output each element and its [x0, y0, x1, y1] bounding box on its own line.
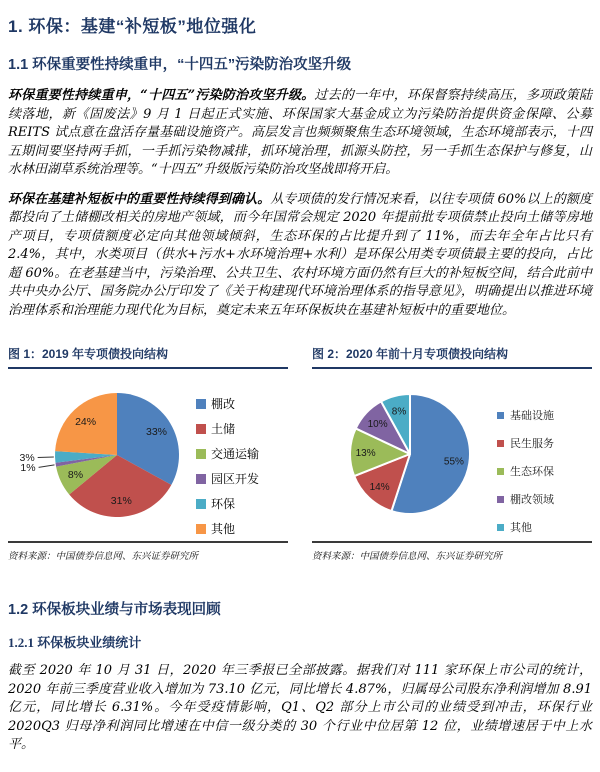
legend-item	[196, 445, 288, 462]
legend-swatch	[196, 449, 206, 459]
pie-label-leader-line	[39, 465, 55, 468]
legend-label: 其他	[510, 522, 532, 534]
legend-item	[497, 491, 592, 507]
figure-2-source: 资料来源：中国债券信息网、东兴证券研究所	[312, 551, 503, 562]
legend-item	[497, 519, 592, 535]
legend-label: 棚改领域	[510, 494, 554, 506]
pie-data-label: 14%	[369, 481, 390, 493]
legend-label: 园区开发	[211, 472, 260, 486]
legend-label: 土储	[211, 422, 236, 436]
figures-row	[8, 345, 592, 562]
pie-label-leader-line	[38, 457, 54, 458]
figure-1-source: 资料来源：中国债券信息网、东兴证券研究所	[8, 551, 199, 562]
legend-swatch	[497, 412, 504, 419]
pie-data-label: 31%	[110, 495, 132, 508]
legend-swatch	[196, 499, 206, 509]
legend-label: 民生服务	[510, 438, 554, 450]
pie-data-label: 13%	[355, 448, 376, 460]
legend-item	[196, 520, 288, 537]
pie-data-label: 8%	[391, 406, 407, 418]
pie-data-label: 3%	[19, 452, 35, 464]
legend-item	[196, 470, 288, 487]
figure-1-chart-area	[8, 369, 288, 543]
figure-2-panel	[312, 345, 592, 562]
pie-data-label: 1%	[20, 461, 36, 474]
figure-2-title: 图 2：2020 年前十月专项债投向结构	[312, 345, 592, 369]
legend-swatch	[497, 468, 504, 475]
legend-swatch	[497, 440, 504, 447]
pie-chart-2020	[312, 369, 497, 541]
section-1-2-title: 1.2 环保板块业绩与市场表现回顾	[8, 602, 221, 618]
legend-item	[196, 420, 288, 437]
legend-label: 基础设施	[510, 410, 554, 422]
legend-swatch	[497, 496, 504, 503]
pie-data-label: 55%	[443, 456, 464, 468]
legend-swatch	[196, 474, 206, 484]
pie-data-label: 10%	[367, 419, 388, 431]
legend-item	[196, 495, 288, 512]
pie-data-label: 8%	[67, 469, 84, 481]
legend-item	[497, 407, 592, 423]
figure-1-panel	[8, 345, 288, 562]
paragraph-3: 截至 2020 年 10 月 31 日，2020 年三季报已全部披露。据我们对 111 家环保上市公司的统计，2020 年前三季度营业收入增加为 73.10 亿元，同比增长 4.87%，归属母公司股东净利润增加 8.91 亿元，同比增长 6.31%。今年受疫情影响，Q1、Q2 部分上市公司的业绩受到冲击，环保行业 2020Q3 归母净利润同比增速在中信一级分类的 30 个行业中位居第 12 位，业绩增速居于中上水平。	[8, 663, 592, 752]
legend-label: 生态环保	[510, 466, 554, 478]
paragraph-2-body: 从专项债的发行情况来看，以往专项债 60%以上的额度都投向了土储棚改相关的房地产领域，而今年国常会规定 2020 年提前批专项债禁止投向土储等房地产项目，专项债额度必定向其他领域倾斜，生态环保的占比提升到了 11%，而去年全年占比只有 2.4%，其中，水类项目（供水+污水+水环境治理+水利）是环保公用类专项债最主要的投向，占比超 60%。在老基建当中，污染治理、公共卫生、农村环境方面仍然有巨大的补短板空间，结合此前中共中央办公厅、国务院办公厅印发了《关于构建现代环境治理体系的指导意见》，明确提出以推进环境治理体系和治理能力现代化为目标，奠定未来五年环保板块在基建补短板中的重要地位。	[8, 191, 592, 318]
legend-label: 交通运输	[211, 447, 260, 461]
legend-swatch	[196, 424, 206, 434]
paragraph-1-body: 过去的一年中，环保督察持续高压，多项政策陆续落地，新《固废法》9 月 1 日起正式实施、环保国家大基金成立为污染防治提供资金保障、公募 REITS 试点意在盘活存量基础设施资产。高层发言也频频聚焦生态环境领域，生态环境部表示，十四五期间要坚持两手抓，一手抓污染物减排，抓环境治理，抓源头防控，另一手抓生态保护与修复，山水林田湖草系统治理等。“十四五”升级版污染防治攻坚战即将开启。	[8, 88, 592, 177]
legend-swatch	[196, 399, 206, 409]
figure-1-title: 图 1：2019 年专项债投向结构	[8, 345, 288, 369]
legend-swatch	[196, 524, 206, 534]
legend-label: 棚改	[211, 397, 236, 411]
paragraph-1-lead: 环保重要性持续重申，“十四五”污染防治攻坚升级。	[8, 88, 315, 103]
legend-label: 环保	[211, 497, 236, 511]
pie-chart-2019	[8, 369, 196, 541]
paragraph-2-lead: 环保在基建补短板中的重要性持续得到确认。	[8, 191, 271, 207]
figure-2-chart-area	[312, 369, 592, 543]
legend-label: 其他	[211, 522, 236, 536]
legend-item	[196, 395, 288, 412]
paragraph-2	[8, 191, 592, 321]
figure-1-legend	[196, 369, 288, 541]
section-1-2-1-title: 1.2.1 环保板块业绩统计	[8, 635, 142, 650]
pie-data-label: 33%	[145, 426, 168, 439]
figure-2-legend	[497, 369, 592, 541]
paragraph-1	[8, 87, 592, 180]
legend-item	[497, 435, 592, 451]
pie-data-label: 24%	[75, 416, 97, 429]
section-1-1-title: 1.1 环保重要性持续重申，“十四五”污染防治攻坚升级	[8, 57, 352, 73]
legend-item	[497, 463, 592, 479]
section-1-title: 1. 环保：基建“补短板”地位强化	[8, 17, 257, 36]
legend-swatch	[497, 524, 504, 531]
